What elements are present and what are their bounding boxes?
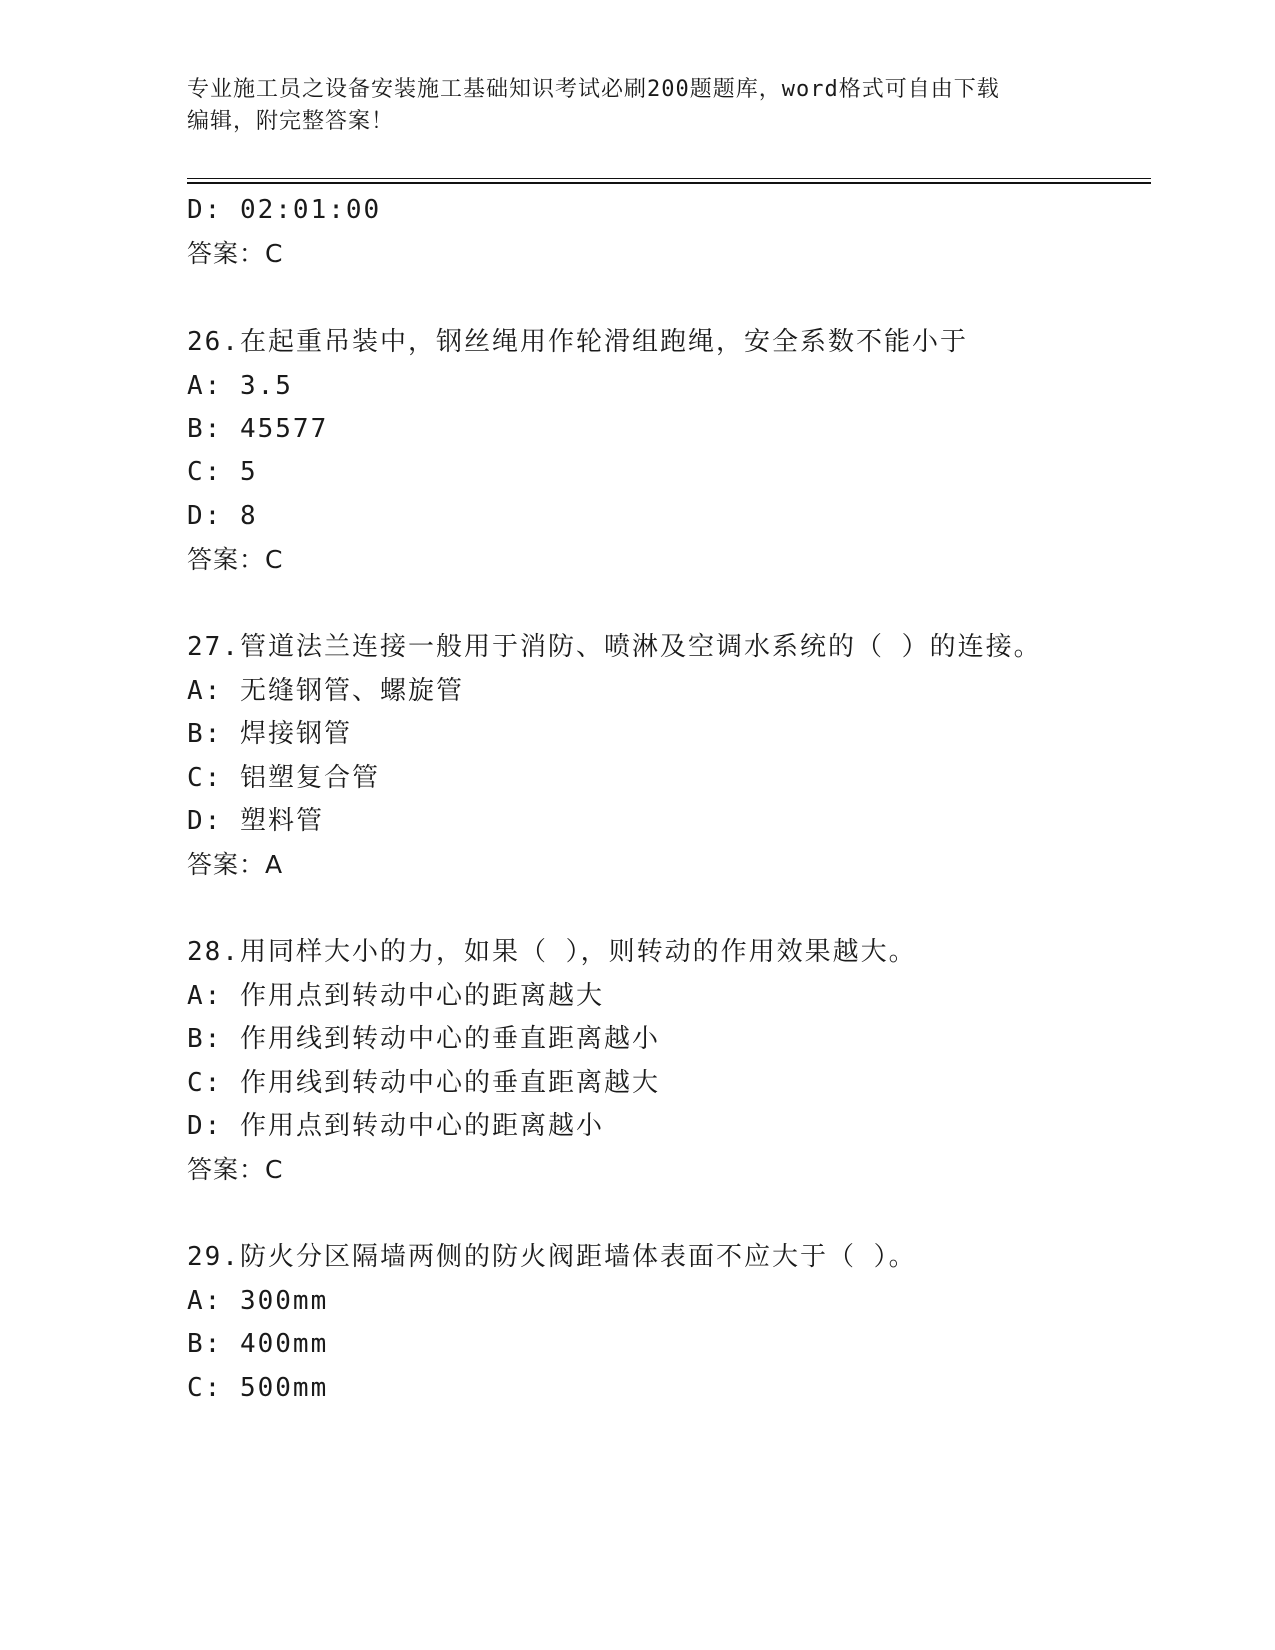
question-27-option-a: A: 无缝钢管、螺旋管 (187, 676, 464, 706)
question-29-option-b: B: 400mm (187, 1329, 329, 1359)
question-28-option-b: B: 作用线到转动中心的垂直距离越小 (187, 1024, 660, 1054)
prev-option-d: D: 02:01:00 (187, 195, 382, 225)
question-27-option-c: C: 铝塑复合管 (187, 763, 380, 793)
question-28-stem: 28.用同样大小的力，如果（ ），则转动的作用效果越大。 (187, 937, 917, 967)
question-27-stem: 27.管道法兰连接一般用于消防、喷淋及空调水系统的（ ）的连接。 (187, 632, 1042, 662)
question-28-answer: 答案：C (187, 1155, 284, 1184)
question-28-option-a: A: 作用点到转动中心的距离越大 (187, 981, 604, 1011)
question-27-answer: 答案：A (187, 850, 284, 879)
question-26-answer: 答案：C (187, 545, 284, 574)
question-29-option-c: C: 500mm (187, 1373, 329, 1403)
header-divider-thick (187, 182, 1151, 184)
page-header (187, 74, 1087, 138)
header-title-line2: 编辑，附完整答案！ (187, 109, 395, 134)
header-divider-thin (187, 178, 1151, 179)
question-29-stem: 29.防火分区隔墙两侧的防火阀距墙体表面不应大于（ ）。 (187, 1242, 917, 1272)
question-27-option-b: B: 焊接钢管 (187, 719, 352, 749)
question-28-option-c: C: 作用线到转动中心的垂直距离越大 (187, 1068, 660, 1098)
header-title-line1: 专业施工员之设备安装施工基础知识考试必刷200题题库，word格式可自由下载 (187, 77, 1000, 102)
question-28-option-d: D: 作用点到转动中心的距离越小 (187, 1111, 604, 1141)
question-26-option-b: B: 45577 (187, 414, 329, 444)
question-29-option-a: A: 300mm (187, 1286, 329, 1316)
question-26-stem: 26.在起重吊装中，钢丝绳用作轮滑组跑绳，安全系数不能小于 (187, 327, 968, 357)
question-27-option-d: D: 塑料管 (187, 806, 324, 836)
prev-answer: 答案：C (187, 239, 284, 268)
question-26-option-a: A: 3.5 (187, 371, 293, 401)
question-26-option-d: D: 8 (187, 501, 258, 531)
question-26-option-c: C: 5 (187, 457, 258, 487)
